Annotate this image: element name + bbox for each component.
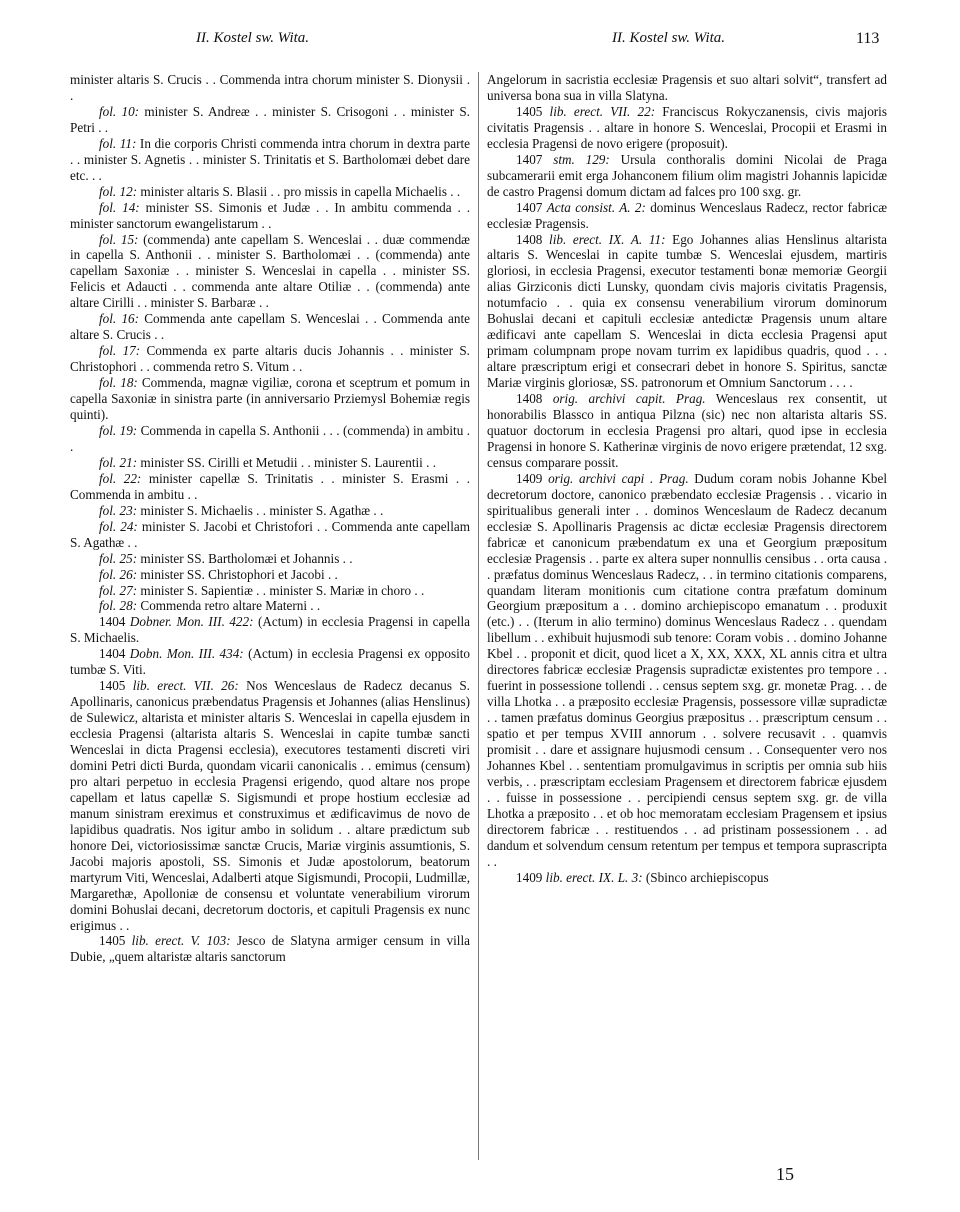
entry-paragraph	[70, 375, 470, 423]
entry-text: (Sbinco archiepiscopus	[642, 869, 769, 885]
entry-paragraph	[70, 104, 470, 136]
page-number: 113	[856, 30, 880, 47]
entry-text: minister S. Michaelis . . minister S. Agathæ . .	[137, 502, 384, 518]
entry-reference: fol. 25:	[99, 550, 138, 566]
entry-reference: fol. 10:	[99, 103, 140, 119]
entry-reference: fol. 12:	[99, 183, 138, 199]
entry-paragraph	[70, 567, 470, 583]
entry-reference: orig. archivi capi . Prag.	[548, 470, 689, 486]
entry-text: dominus Wenceslaus Radecz, rector fabricæ ecclesiæ Pragensis.	[487, 199, 887, 231]
entry-text: minister S. Andreæ . . minister S. Crisogoni . . minister S. Petri . .	[70, 103, 470, 135]
entry-reference: Dobner. Mon. III. 422:	[129, 614, 254, 630]
entry-paragraph	[70, 551, 470, 567]
entry-reference: fol. 14:	[99, 199, 140, 215]
entry-paragraph	[70, 583, 470, 599]
entry-reference: lib. erect. VII. 22:	[549, 103, 656, 119]
entry-text: Wenceslaus rex consentit, ut honorabilis Blassco in antiqua Pilzna (sic) nec non altarista altaris SS. quatuor doctorum in ecclesia Pragensi pro altari, quod ipse in ecclesia Pragensi in honore S. Katherinæ virginis de novo erigere prætendat, 12 sxg. census comparare possit.	[487, 391, 888, 470]
entry-reference: fol. 17:	[99, 343, 141, 359]
entry-paragraph	[487, 471, 887, 870]
entry-paragraph	[70, 455, 470, 471]
entry-reference: fol. 19:	[99, 422, 138, 438]
entry-text: minister altaris S. Blasii . . pro missis in capella Michaelis . .	[137, 183, 461, 199]
entry-text: Nos Wenceslaus de Radecz decanus S. Apollinaris, canonicus præbendatus Pragensis et Johannes (alias Henslinus) de Sulewicz, altarista et minister altaris S. Wenceslai in capella ejusdem in ecclesia Pragensi (altarista altaris S. Wenceslai in capite tumbæ sancti Wenceslai in dicta Pragensi ecclesia), executores testamenti discreti viri domini Petri dicti Burda, quondam vicarii canonicalis . . emimus (censum) pro altari perpetuo in ecclesia Pragensi erigendo, quod altare nos prope capellam et latus capellæ S. Sigismundi et prope hostium ecclesiæ ad manum sinistram ereximus et construximus et ædificavimus de novo de lapidibus quadratis. Nos igitur ambo in solidum . . altare prædictum sub honore Dei, victoriosissimæ sanctæ Crucis, Mariæ virginis assumtionis, S. Jacobi majoris apostoli, SS. Simonis et Judæ apostolorum, beatorum martyrum Viti, Wenceslai, Adalberti atque Sigismundi, Procopii, Ludmillæ, Margarethæ, Apolloniæ de consensu et voluntate venerabilium virorum domini Bohuslai decani, decretorum doctoris, et capituli Pragensis ex nunc erigimus . .	[70, 678, 470, 933]
entry-year: 1404	[99, 614, 126, 630]
entry-paragraph	[70, 598, 470, 614]
entry-reference: stm. 129:	[553, 151, 610, 167]
entry-reference: orig. archivi capit. Prag.	[552, 391, 706, 407]
entry-paragraph	[487, 152, 887, 200]
entry-paragraph	[487, 104, 887, 152]
running-title-left: II. Kostel sw. Wita.	[196, 30, 310, 46]
column-rule	[478, 72, 479, 1160]
running-head	[0, 30, 960, 58]
entry-reference: lib. erect. VII. 26:	[132, 678, 239, 694]
entry-text: minister S. Jacobi et Christofori . . Commenda ante capellam S. Agathæ . .	[70, 518, 470, 550]
entry-text: minister altaris S. Crucis . . Commenda intra chorum minister S. Dionysii . .	[70, 72, 470, 103]
entry-text: Franciscus Rokyczanensis, civis majoris civitatis Pragensis . . altare in honore S. Wenceslai, Procopii et Erasmi in ecclesia Pragensi de novo erigere (proposuit).	[487, 103, 887, 151]
entry-paragraph	[70, 72, 470, 104]
entry-paragraph	[70, 646, 470, 678]
entry-paragraph	[70, 232, 470, 312]
entry-text: minister S. Sapientiæ . . minister S. Mariæ in choro . .	[137, 582, 425, 598]
entry-paragraph	[487, 391, 887, 471]
entry-year: 1405	[99, 678, 126, 694]
entry-reference: fol. 27:	[99, 582, 138, 598]
entry-reference: fol. 28:	[99, 598, 138, 614]
right-column	[487, 72, 887, 886]
entry-paragraph	[70, 678, 470, 933]
entry-year: 1408	[516, 391, 543, 407]
entry-year: 1404	[99, 646, 126, 662]
entry-year: 1409	[516, 470, 543, 486]
entry-text: Commenda ante capellam S. Wenceslai . . Commenda ante altare S. Crucis . .	[70, 311, 470, 343]
left-column	[70, 72, 470, 965]
entry-paragraph	[70, 503, 470, 519]
entry-year: 1405	[99, 933, 126, 949]
entry-year: 1407	[516, 151, 543, 167]
entry-text: Commenda ex parte altaris ducis Johannis . . minister S. Christophori . . commenda retro S. Vitum . .	[70, 343, 470, 375]
entry-text: (Actum) in ecclesia Pragensi ex opposito tumbæ S. Viti.	[70, 646, 471, 678]
entry-reference: Dobn. Mon. III. 434:	[129, 646, 244, 662]
entry-text: Commenda in capella S. Anthonii . . . (commenda) in ambitu . .	[70, 422, 470, 454]
entry-year: 1407	[516, 199, 543, 215]
signature-mark: 15	[776, 1164, 794, 1184]
entry-text: minister SS. Bartholomæi et Johannis . .	[137, 550, 353, 566]
entry-reference: Acta consist. A. 2:	[546, 199, 646, 215]
entry-reference: fol. 11:	[99, 135, 137, 151]
entry-paragraph	[70, 423, 470, 455]
entry-text: Ego Johannes alias Henslinus altarista altaris S. Wenceslai in capite tumbæ S. Wenceslai ejusdem, martiris gloriosi, in ecclesia Pragensi, executor testamenti bonæ memoriæ Georgii alias Girziconis dicti Lunsky, quondam civis majoris civitatis Pragensis, notumfacio . . quia ex consensu venerabilium virorum dominorum Bohuslai decani et capituli ecclesiæ antedictæ Pragensis unum altare ædificavi ante capellam S. Wenceslai in dicta ecclesia Pragensi aput primam columpnam prope novam turrim ex lapidibus quadris, quod . . . altare præscriptum erigi et consecrari debet in honore S. Spiritus, sanctæ Mariæ virginis gloriosæ, SS. patronorum et Omnium Sanctorum . . . .	[487, 231, 887, 391]
entry-reference: fol. 15:	[99, 231, 139, 247]
entry-reference: fol. 22:	[99, 470, 142, 486]
entry-reference: lib. erect. IX. L. 3:	[545, 869, 643, 885]
entry-paragraph	[487, 72, 887, 104]
entry-reference: lib. erect. V. 103:	[131, 933, 231, 949]
entry-text: minister SS. Simonis et Judæ . . In ambitu commenda . . minister sanctorum ewangelistarum . .	[70, 199, 470, 231]
entry-text: Commenda retro altare Materni . .	[137, 598, 321, 614]
entry-year: 1405	[516, 103, 543, 119]
entry-reference: fol. 18:	[99, 375, 138, 391]
entry-paragraph	[70, 933, 470, 965]
entry-text: (Actum) in ecclesia Pragensi in capella S. Michaelis.	[70, 614, 471, 646]
entry-text: minister SS. Christophori et Jacobi . .	[137, 566, 338, 582]
entry-text: Commenda, magnæ vigiliæ, corona et sceptrum et pomum in capella Saxoniæ in sinistra parte (in anniversario Prziemysl Bohemiæ regis quinti).	[70, 375, 470, 423]
entry-text: Dudum coram nobis Johanne Kbel decretorum doctore, canonico præbendato ecclesiæ Pragensis . . vicario in spiritualibus generali inter . . dominos Wenceslaum de Radecz decanum ecclesiæ S. Apollinaris Pragensis ac dictæ ecclesiæ Pragensis directorem fabricæ et canonicum præbendatum ex una et Georgium præpositum ecclesiæ Pragensis . . parte ex altera super nonnullis censibus . . orta causa . . præfatus dominus Wenceslaus Radecz, . . in termino citationis comparens, quandam literam monitionis cum citatione contra præfatum dominum Georgium præpositum a . . domino archiepiscopo emanatum . . produxit (etc.) . . (Iterum in alio termino) dominus Wenceslaus Radecz . . quendam libellum . . exhibuit hujusmodi sub tenore: Coram vobis . . domino Johanne Kbel . . proponit et dicit, quod licet a X, XX, XXX, XL annis citra et ultra directores fabricæ ecclesiæ Pragensis supradictæ existentes pro tempore . . fuerint in possessione tollendi . . census septem sxg. gr. monetæ Prag. . . de villa Lhotka . . a præposito ecclesiæ Pragensis, possessore villæ supradictæ . . tamen præfatus dominus Georgius præpositus . . præscriptum censum . . spatio et per tempus XVIII annorum . . solvere recusavit . . quamvis promisit . . dare et assignare hujusmodi censum . . Consequenter vero nos Johannes Kbel . . sententiam promulgavimus in scriptis per omnia sub hiis verbis, . . præscriptam ecclesiam Pragensem et directorem fabricæ ejusdem . . fuisse in possessione . . percipiendi census septem sxg. gr. de villa Lhotka a præposito . . et ob hoc memoratam ecclesiam Pragensem et ipsius directorem fabricæ . . restituendos . . ad pristinam possessionem . . ad dandum et solvendum censum retentum per tempus et tempora suprascripta . .	[487, 470, 887, 869]
entry-text: Ursula conthoralis domini Nicolai de Praga subcamerarii emit erga Johanconem filium olim magistri Johannis lapicidæ de castro Pragensi domum dictam ad falces pro 100 sxg. gr.	[487, 151, 887, 199]
entry-year: 1408	[516, 231, 543, 247]
entry-paragraph	[487, 232, 887, 392]
entry-paragraph	[487, 200, 887, 232]
entry-reference: fol. 24:	[99, 518, 138, 534]
entry-paragraph	[70, 136, 470, 184]
entry-paragraph	[70, 471, 470, 503]
entry-paragraph	[487, 870, 887, 886]
entry-year: 1409	[516, 869, 543, 885]
entry-reference: fol. 16:	[99, 311, 140, 327]
entry-text: Angelorum in sacristia ecclesiæ Pragensis et suo altari solvit“, transfert ad universa bona sua in villa Slatyna.	[487, 72, 887, 103]
entry-paragraph	[70, 614, 470, 646]
entry-paragraph	[70, 343, 470, 375]
entry-text: (commenda) ante capellam S. Wenceslai . . duæ commendæ in capella S. Anthonii . . minister S. Bartholomæi . . (commenda) ante capellam Saxoniæ . . minister S. Wenceslai in capella . . minister SS. Felicis et Adaucti . . commenda ante altare Otiliæ . . (commenda) ante altare Cirilli . . minister S. Barbaræ . .	[70, 231, 470, 311]
entry-reference: fol. 21:	[99, 454, 138, 470]
entry-paragraph	[70, 519, 470, 551]
entry-text: minister SS. Cirilli et Metudii . . minister S. Laurentii . .	[137, 454, 437, 470]
entry-text: Jesco de Slatyna armiger censum in villa Dubie, „quem altaristæ altaris sanctorum	[70, 933, 470, 965]
entry-paragraph	[70, 184, 470, 200]
running-title-right: II. Kostel sw. Wita.	[612, 30, 726, 46]
entry-text: minister capellæ S. Trinitatis . . minister S. Erasmi . . Commenda in ambitu . .	[70, 470, 470, 502]
entry-reference: fol. 23:	[99, 502, 138, 518]
entry-reference: lib. erect. IX. A. 11:	[549, 231, 666, 247]
entry-paragraph	[70, 200, 470, 232]
entry-paragraph	[70, 311, 470, 343]
entry-reference: fol. 26:	[99, 566, 138, 582]
entry-text: In die corporis Christi commenda intra chorum in dextra parte . . minister S. Agnetis . . minister S. Trinitatis et S. Bartholomæi debet dare etc. . .	[70, 135, 470, 183]
